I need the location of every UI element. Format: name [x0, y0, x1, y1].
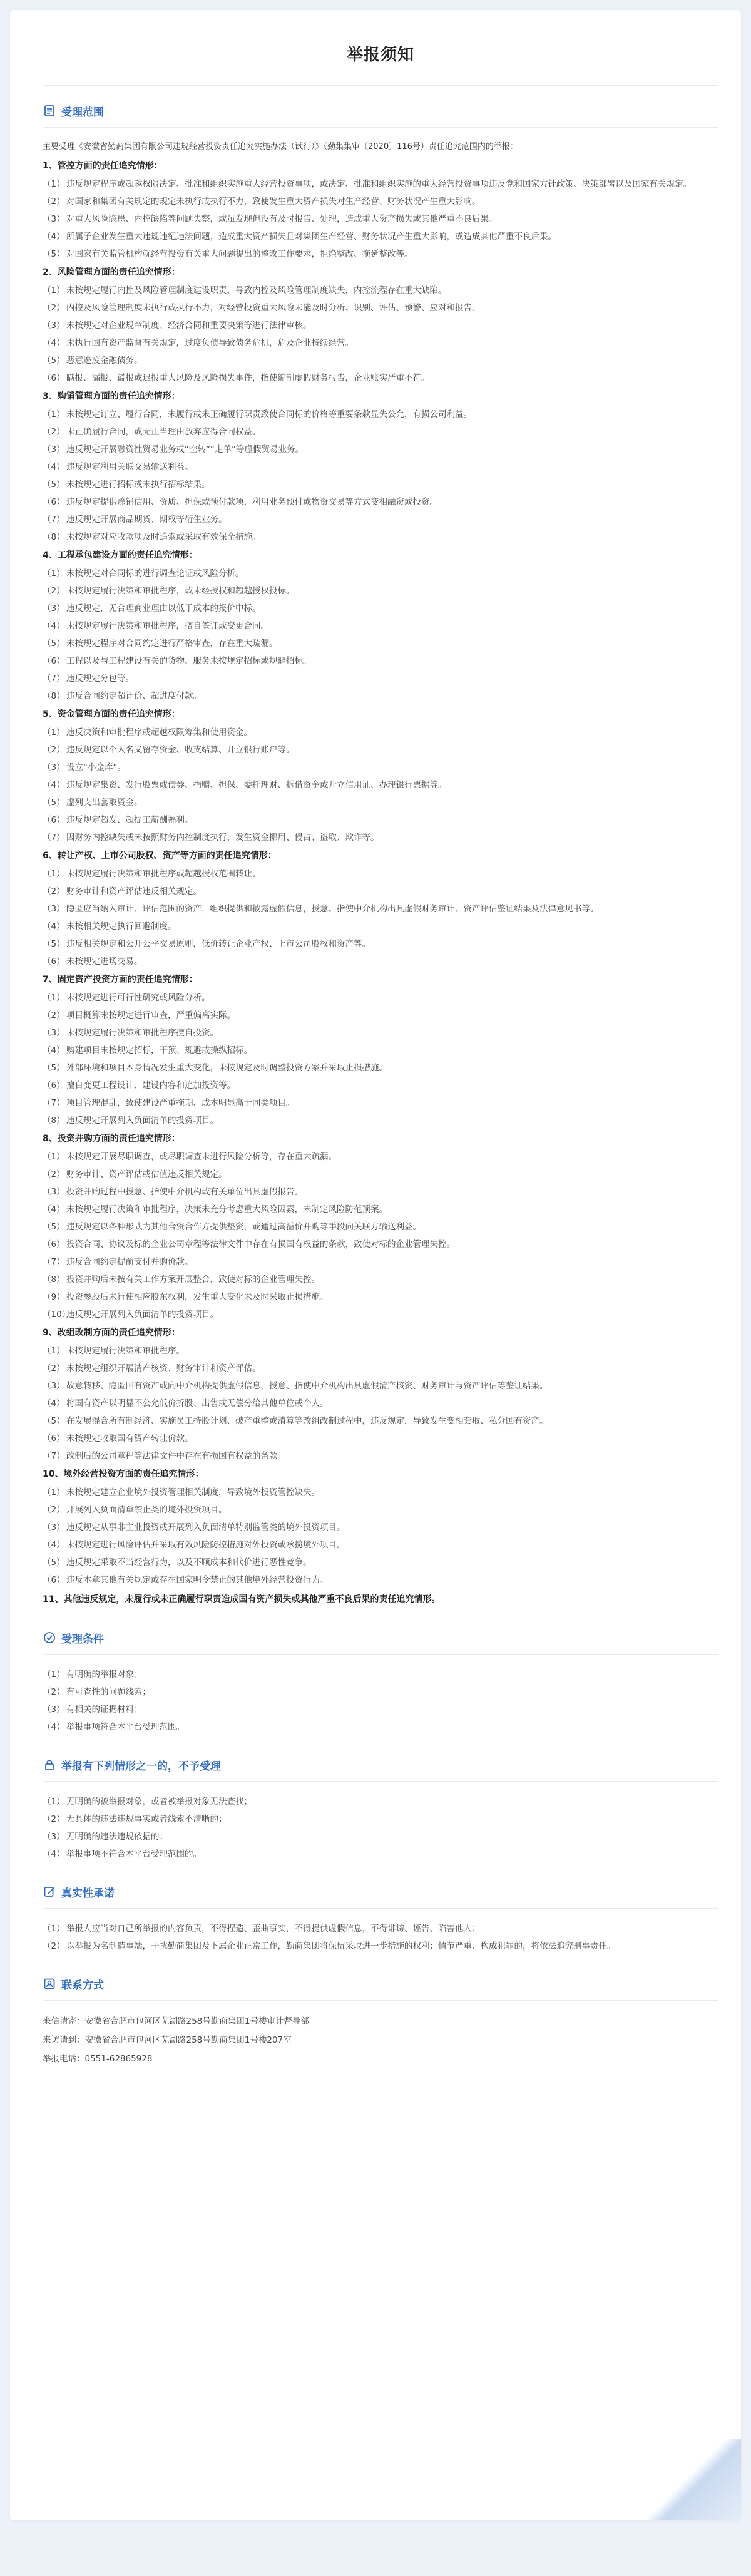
- page-title: 举报须知: [346, 46, 414, 64]
- list-item: [43, 900, 718, 918]
- list-item: [43, 193, 718, 210]
- list-item: [43, 1666, 718, 1683]
- category-title: 7、固定资产投资方面的责任追究情形：: [43, 975, 198, 985]
- list-item-number: （6）: [43, 373, 65, 383]
- list-item: [43, 1059, 718, 1077]
- list-item-number: （2）: [43, 886, 65, 896]
- list-item-text: 违反规定集资、发行股票或债券、捐赠、担保、委托理财、拆借资金或开立信用证、办理银行票据等。: [66, 780, 447, 790]
- list-item: [43, 811, 718, 829]
- list-item-number: （1）: [43, 1924, 65, 1934]
- list-item: [43, 1701, 718, 1718]
- section-scope: [43, 101, 718, 1609]
- list-item-number: （5）: [43, 939, 65, 949]
- list-item-number: （9）: [43, 1292, 65, 1302]
- commitment-list: [43, 1920, 718, 1955]
- list-item-number: （1）: [43, 1670, 65, 1680]
- list-item-number: （8）: [43, 1275, 65, 1285]
- list-item-text: 故意转移、隐匿国有资产或向中介机构提供虚假信息，授意、指使中介机构出具虚假清产核资、财务审计与资产评估等鉴证结果。: [66, 1381, 548, 1391]
- list-item: [43, 1236, 718, 1253]
- list-item-number: （4）: [43, 1204, 65, 1214]
- list-item: [43, 829, 718, 846]
- section-header: [43, 101, 718, 121]
- category-title: 9、改组改制方面的责任追究情形：: [43, 1328, 180, 1338]
- list-item-number: （2）: [43, 197, 65, 207]
- list-item: [43, 652, 718, 670]
- list-item: [43, 1007, 718, 1024]
- list-item: [43, 369, 718, 387]
- list-item-text: 未按规定进行风险评估并采取有效风险防控措施对外投资或承揽境外项目。: [66, 1540, 345, 1550]
- list-item-text: 未按规定对合同标的进行调查论证或风险分析。: [66, 568, 244, 578]
- list-item-text: 举报事项不符合本平台受理范围的。: [66, 1849, 202, 1859]
- list-item-text: 对国家和集团有关规定的规定未执行或执行不力，致使发生重大资产损失对生产经营、财务状况产生重大影响。: [66, 197, 481, 207]
- list-item-text: 未按规定对企业规章制度、经济合同和重要决策等进行法律审核。: [66, 321, 312, 331]
- list-item: [43, 458, 718, 476]
- list-item-text: 违反规定分包等。: [66, 674, 134, 684]
- page-curl-decoration: [647, 2439, 741, 2520]
- list-item-number: （7）: [43, 833, 65, 843]
- list-item-number: （10）: [43, 1310, 71, 1320]
- contact-mail-address: 来信请寄：安徽省合肥市包河区芜湖路258号勤商集团1号楼审计督导部: [43, 2016, 309, 2026]
- list-item-number: （4）: [43, 921, 65, 931]
- list-item: [43, 317, 718, 334]
- list-item-number: （8）: [43, 691, 65, 701]
- section-conditions: [43, 1628, 718, 1736]
- list-item-number: （6）: [43, 656, 65, 666]
- list-item: [43, 1395, 718, 1412]
- list-item-text: 未按规定收取国有资产转让价款。: [66, 1434, 193, 1444]
- category-title: 2、风险管理方面的责任追究情形：: [43, 267, 180, 277]
- list-item-text: 在发展混合所有制经济、实施员工持股计划、破产重整或清算等改组改制过程中，违反规定，导致发生变相套取、私分国有资产。: [66, 1416, 548, 1426]
- list-item-text: 有相关的证据材料；: [66, 1705, 143, 1715]
- list-item-number: （1）: [43, 179, 65, 189]
- list-item: [43, 493, 718, 511]
- list-item-text: 对重大风险隐患、内控缺陷等问题失察，或虽发现但没有及时报告、处理，造成重大资产损失或其他严重不良后果。: [66, 214, 498, 224]
- list-item-text: 财务审计、资产评估或估值违反相关规定。: [66, 1169, 227, 1179]
- contact-visit-address: 来访请到：安徽省合肥市包河区芜湖路258号勤商集团1号楼207室: [43, 2035, 292, 2045]
- list-item-number: （6）: [43, 1434, 65, 1444]
- content-card: [10, 10, 741, 2520]
- list-item: [43, 1377, 718, 1395]
- list-item: [43, 724, 718, 741]
- list-item-number: （5）: [43, 480, 65, 490]
- section-header: [43, 1882, 718, 1902]
- list-item-text: 项目概算未按规定进行审查，严重偏离实际。: [66, 1010, 235, 1020]
- list-item-number: （5）: [43, 356, 65, 366]
- list-item-number: （7）: [43, 674, 65, 684]
- list-item-number: （2）: [43, 1363, 65, 1373]
- list-item: [43, 741, 718, 759]
- list-item-text: 有明确的举报对象；: [66, 1670, 143, 1680]
- lock-icon: [43, 1758, 56, 1772]
- list-item: [43, 282, 718, 299]
- list-item-text: 违反规定开展列入负面清单的投资项目。: [66, 1116, 218, 1126]
- list-item-text: 无明确的被举报对象，或者被举报对象无法查找；: [66, 1797, 252, 1807]
- list-item-number: （5）: [43, 1416, 65, 1426]
- divider: [43, 1781, 718, 1782]
- list-item-number: （2）: [43, 1941, 65, 1951]
- list-item: [43, 423, 718, 441]
- list-item-number: （1）: [43, 1797, 65, 1807]
- list-item-number: （5）: [43, 639, 65, 649]
- list-item-text: 以举报为名制造事端，干扰勤商集团及下属企业正常工作，勤商集团将保留采取进一步措施的权利；情节严重、构成犯罪的，将依法追究刑事责任。: [66, 1941, 616, 1951]
- list-item: [43, 1412, 718, 1430]
- list-item: [43, 1718, 718, 1736]
- list-item: [43, 582, 718, 600]
- list-item-number: （5）: [43, 1222, 65, 1232]
- list-item-text: 违反规定开展商品期货、期权等衍生业务。: [66, 515, 227, 525]
- list-item-text: 无具体的违法违规事实或者线索不清晰的；: [66, 1814, 227, 1824]
- list-item: [43, 528, 718, 546]
- list-item-number: （4）: [43, 232, 65, 242]
- list-item-number: （5）: [43, 249, 65, 259]
- list-item: [43, 228, 718, 245]
- list-item-number: （1）: [43, 1346, 65, 1356]
- section-commitment: [43, 1882, 718, 1955]
- list-item: [43, 1360, 718, 1377]
- list-item: [43, 565, 718, 582]
- list-item-number: （1）: [43, 1152, 65, 1162]
- list-item: [43, 953, 718, 970]
- list-item-number: （2）: [43, 427, 65, 437]
- list-item-text: 外部环境和项目本身情况发生重大变化，未按规定及时调整投资方案并采取止损措施。: [66, 1063, 387, 1073]
- contact-card-icon: [43, 1977, 56, 1991]
- list-item: [43, 1430, 718, 1447]
- list-item-text: 未按规定对应收款项及时追索或采取有效保全措施。: [66, 532, 261, 542]
- list-item: [43, 1845, 718, 1863]
- list-item-number: （6）: [43, 497, 65, 507]
- list-item-number: （6）: [43, 1575, 65, 1585]
- list-item-number: （1）: [43, 869, 65, 879]
- list-item-text: 内控及风险管理制度未执行或执行不力，对经营投资重大风险未能及时分析、识别、评估、预警、应对和报告。: [66, 303, 481, 313]
- list-item: [43, 476, 718, 493]
- list-item: [43, 1484, 718, 1501]
- list-item-number: （2）: [43, 303, 65, 313]
- list-item-text: 投资并购后未按有关工作方案开展整合，致使对标的企业管理失控。: [66, 1275, 320, 1285]
- list-item-number: （4）: [43, 338, 65, 348]
- list-item: [43, 1042, 718, 1059]
- list-item: [43, 1683, 718, 1701]
- list-item-text: 工程以及与工程建设有关的货物、服务未按规定招标或规避招标。: [66, 656, 312, 666]
- list-item: [43, 617, 718, 635]
- list-item-number: （7）: [43, 1257, 65, 1267]
- list-item-text: 未按规定履行决策和审批程序，或未经授权和超越授权投标。: [66, 586, 295, 596]
- list-item: [43, 1288, 718, 1306]
- list-item-text: 未按规定建立企业境外投资管理相关制度，导致境外投资管控缺失。: [66, 1487, 320, 1497]
- list-item-text: 虚列支出套取资金。: [66, 798, 143, 808]
- list-item-number: （2）: [43, 1169, 65, 1179]
- section-contact: [43, 1974, 718, 2068]
- edit-icon: [43, 1885, 56, 1899]
- list-item: [43, 406, 718, 423]
- list-item-number: （2）: [43, 745, 65, 755]
- list-item-number: （5）: [43, 798, 65, 808]
- list-item: [43, 175, 718, 193]
- list-item-text: 因财务内控缺失或未按照财务内控制度执行，发生资金挪用、侵占、盗取、欺诈等。: [66, 833, 379, 843]
- list-item-text: 未正确履行合同，或无正当理由放弃应得合同权益。: [66, 427, 261, 437]
- category-title: 1、管控方面的责任追究情形：: [43, 161, 163, 171]
- scope-intro: 主要受理《安徽省勤商集团有限公司违规经营投资责任追究实施办法（试行）》（勤集集审〔2020〕116号）责任追究范围内的举报：: [43, 142, 518, 151]
- category-title: 5、资金管理方面的责任追究情形：: [43, 709, 180, 719]
- list-item-text: 未按规定进行可行性研究或风险分析。: [66, 993, 210, 1003]
- conditions-list: [43, 1666, 718, 1736]
- list-item: [43, 670, 718, 687]
- list-item: [43, 1571, 718, 1589]
- list-item-text: 违反相关规定和公开公平交易原则，低价转让企业产权、上市公司股权和资产等。: [66, 939, 370, 949]
- list-item-number: （1）: [43, 409, 65, 419]
- list-item-number: （1）: [43, 568, 65, 578]
- list-item-text: 违反规定提供赊销信用、资质、担保或预付款项，利用业务预付或物资交易等方式变相融资或投资。: [66, 497, 438, 507]
- list-item: [43, 1920, 718, 1937]
- list-item-text: 未按规定履行决策和审批程序擅自投资。: [66, 1028, 218, 1038]
- scope-categories: [43, 157, 718, 1589]
- list-item-text: 违反规定以个人名义留存资金、收支结算、开立银行账户等。: [66, 745, 295, 755]
- list-item-number: （8）: [43, 532, 65, 542]
- list-item-text: 设立“小金库”。: [66, 762, 126, 772]
- list-item-number: （6）: [43, 1239, 65, 1250]
- list-item: [43, 1501, 718, 1519]
- list-item-text: 有可查性的问题线索；: [66, 1687, 151, 1697]
- list-item: [43, 1218, 718, 1236]
- list-item-text: 未按规定进行招标或未执行招标结果。: [66, 480, 210, 490]
- list-item-text: 未按规定组织开展清产核资、财务审计和资产评估。: [66, 1363, 261, 1373]
- list-item-text: 违反规定，无合理商业理由以低于成本的报价中标。: [66, 603, 261, 613]
- list-item: [43, 1536, 718, 1554]
- list-item-number: （4）: [43, 780, 65, 790]
- list-item-text: 违反决策和审批程序或超越权限筹集和使用资金。: [66, 727, 252, 737]
- list-item-number: （3）: [43, 904, 65, 914]
- list-item-number: （2）: [43, 1010, 65, 1020]
- divider: [43, 85, 718, 86]
- list-item: [43, 352, 718, 369]
- list-item-text: 违反规定超发、超提工薪酬福利。: [66, 815, 193, 825]
- list-item-number: （3）: [43, 1832, 65, 1842]
- list-item: [43, 1253, 718, 1271]
- list-item-number: （1）: [43, 727, 65, 737]
- list-item-text: 购建项目未按规定招标，干预、规避或操纵招标。: [66, 1045, 252, 1055]
- list-item-text: 违反规定开展列入负面清单的投资项目。: [66, 1310, 218, 1320]
- document-list-icon: [43, 104, 56, 118]
- list-item-text: 违反规定开展融资性贸易业务或“空转”“走单”等虚假贸易业务。: [66, 444, 304, 454]
- section-not-accepted: [43, 1755, 718, 1863]
- list-item-number: （4）: [43, 1722, 65, 1732]
- list-item: [43, 1112, 718, 1129]
- list-item: [43, 883, 718, 900]
- list-item-text: 开展列入负面清单禁止类的境外投资项目。: [66, 1505, 227, 1515]
- list-item-text: 项目管理混乱，致使建设严重拖期、成本明显高于同类项目。: [66, 1098, 295, 1108]
- list-item-text: 违反规定程序或超越权限决定、批准和组织实施重大经营投资事项，或决定、批准和组织实施的重大经营投资事项违反党和国家方针政策、决策部署以及国家有关规定。: [66, 179, 692, 189]
- list-item-text: 瞒报、漏报、谎报或迟报重大风险及风险损失事件，指使编制虚假财务报告，企业账实严重不符。: [66, 373, 430, 383]
- list-item-text: 投资并购过程中授意、指使中介机构或有关单位出具虚假报告。: [66, 1187, 303, 1197]
- list-item-text: 未按规定订立、履行合同，未履行或未正确履行职责致使合同标的价格等重要条款显失公允，有损公司利益。: [66, 409, 472, 419]
- list-item: [43, 600, 718, 617]
- list-item: [43, 1810, 718, 1828]
- list-item: [43, 1554, 718, 1571]
- list-item-number: （3）: [43, 214, 65, 224]
- list-item-text: 投资参股后未行使相应股东权利，发生重大变化未及时采取止损措施。: [66, 1292, 329, 1302]
- divider: [43, 2000, 718, 2001]
- category-title: 10、境外经营投资方面的责任追究情形：: [43, 1469, 204, 1479]
- list-item-number: （3）: [43, 1187, 65, 1197]
- list-item: [43, 1793, 718, 1810]
- list-item-number: （4）: [43, 1540, 65, 1550]
- divider: [43, 1908, 718, 1909]
- section-header: [43, 1628, 718, 1648]
- category-title: 3、购销管理方面的责任追究情形：: [43, 391, 180, 401]
- list-item-number: （3）: [43, 603, 65, 613]
- list-item-number: （4）: [43, 462, 65, 472]
- list-item-number: （1）: [43, 993, 65, 1003]
- list-item-number: （6）: [43, 1080, 65, 1090]
- list-item-text: 违反规定以各种形式为其他合资合作方提供垫资，或通过高溢价并购等手段向关联方输送利益。: [66, 1222, 421, 1232]
- list-item-text: 无明确的违法违规依据的；: [66, 1832, 168, 1842]
- list-item: [43, 776, 718, 794]
- list-item-text: 未按规定开展尽职调查，或尽职调查未进行风险分析等，存在重大疏漏。: [66, 1152, 337, 1162]
- list-item-number: （4）: [43, 621, 65, 631]
- list-item-text: 未按规定履行决策和审批程序，决策未充分考虑重大风险因素，未制定风险防范预案。: [66, 1204, 387, 1214]
- list-item-text: 举报人应当对自己所举报的内容负责，不得捏造、歪曲事实，不得提供虚假信息，不得诽谤、诬告、陷害他人；: [66, 1924, 481, 1934]
- list-item-text: 将国有资产以明显不公允低价折股、出售或无偿分给其他单位或个人。: [66, 1398, 329, 1409]
- list-item: [43, 1148, 718, 1166]
- list-item: [43, 1077, 718, 1094]
- section-title: 受理范围: [61, 106, 104, 119]
- list-item: [43, 865, 718, 883]
- category-title: 4、工程承包建设方面的责任追究情形：: [43, 550, 198, 560]
- notice-body: [43, 10, 718, 2068]
- list-item-number: （5）: [43, 1557, 65, 1568]
- list-item: [43, 299, 718, 317]
- list-item-number: （2）: [43, 586, 65, 596]
- list-item: [43, 794, 718, 811]
- list-item: [43, 918, 718, 935]
- list-item-number: （8）: [43, 1116, 65, 1126]
- list-item-number: （3）: [43, 1705, 65, 1715]
- list-item-number: （5）: [43, 1063, 65, 1073]
- list-item: [43, 1306, 718, 1323]
- list-item: [43, 687, 718, 705]
- list-item-text: 未按规定程序对合同约定进行严格审查，存在重大疏漏。: [66, 639, 278, 649]
- list-item-text: 恶意逃废金融债务。: [66, 356, 143, 366]
- category-title: 8、投资并购方面的责任追究情形：: [43, 1134, 180, 1144]
- list-item-number: （4）: [43, 1398, 65, 1409]
- list-item-text: 举报事项符合本平台受理范围。: [66, 1722, 185, 1732]
- list-item-number: （3）: [43, 1381, 65, 1391]
- list-item: [43, 441, 718, 458]
- list-item-text: 违反合同约定提前支付并购价款。: [66, 1257, 193, 1267]
- list-item-number: （1）: [43, 1487, 65, 1497]
- list-item: [43, 1024, 718, 1042]
- list-item: [43, 210, 718, 228]
- list-item: [43, 1519, 718, 1536]
- list-item-number: （4）: [43, 1045, 65, 1055]
- list-item: [43, 1937, 718, 1955]
- list-item: [43, 759, 718, 776]
- list-item-number: （2）: [43, 1814, 65, 1824]
- list-item: [43, 1447, 718, 1465]
- list-item: [43, 1183, 718, 1201]
- list-item-number: （7）: [43, 1451, 65, 1461]
- list-item-number: （7）: [43, 515, 65, 525]
- divider: [43, 1654, 718, 1655]
- list-item: [43, 635, 718, 652]
- list-item-text: 所属子企业发生重大违规违纪违法问题，造成重大资产损失且对集团生产经营、财务状况产生重大影响，或造成其他严重不良后果。: [66, 232, 556, 242]
- list-item-text: 违反合同约定超计价、超进度付款。: [66, 691, 202, 701]
- list-item-number: （3）: [43, 444, 65, 454]
- list-item-text: 改制后的公司章程等法律文件中存在有损国有权益的条款。: [66, 1451, 286, 1461]
- list-item-number: （7）: [43, 1098, 65, 1108]
- section-title: 受理条件: [61, 1633, 104, 1646]
- list-item-number: （6）: [43, 815, 65, 825]
- list-item: [43, 245, 718, 263]
- list-item-text: 未按规定履行决策和审批程序，擅自签订或变更合同。: [66, 621, 269, 631]
- category-title: 6、转让产权、上市公司股权、资产等方面的责任追究情形：: [43, 851, 277, 861]
- check-circle-icon: [43, 1631, 56, 1645]
- divider: [43, 127, 718, 128]
- list-item: [43, 1201, 718, 1218]
- scope-last-item: 11、其他违反规定，未履行或未正确履行职责造成国有资产损失或其他严重不良后果的责任追究情形。: [43, 1594, 441, 1604]
- section-header: [43, 1755, 718, 1775]
- list-item-text: 擅自变更工程设计、建设内容和追加投资等。: [66, 1080, 235, 1090]
- list-item-number: （3）: [43, 1522, 65, 1532]
- list-item: [43, 511, 718, 528]
- list-item-number: （2）: [43, 1687, 65, 1697]
- list-item: [43, 1342, 718, 1360]
- list-item: [43, 1094, 718, 1112]
- list-item-text: 未按相关规定执行回避制度。: [66, 921, 176, 931]
- list-item-number: （3）: [43, 321, 65, 331]
- list-item-text: 违反规定利用关联交易输送利益。: [66, 462, 193, 472]
- list-item-number: （1）: [43, 285, 65, 295]
- not-accepted-list: [43, 1793, 718, 1863]
- list-item-text: 对国家有关监管机构就经营投资有关重大问题提出的整改工作要求，拒绝整改、拖延整改等。: [66, 249, 413, 259]
- list-item: [43, 1828, 718, 1845]
- list-item-number: （3）: [43, 1028, 65, 1038]
- list-item-text: 未按规定履行内控及风险管理制度建设职责，导致内控及风险管理制度缺失，内控流程存在重大缺陷。: [66, 285, 447, 295]
- list-item-text: 未按规定进场交易。: [66, 957, 143, 967]
- list-item: [43, 334, 718, 352]
- list-item: [43, 935, 718, 953]
- list-item-text: 违反本章其他有关规定或存在国家明令禁止的其他境外经营投资行为。: [66, 1575, 329, 1585]
- list-item: [43, 1271, 718, 1288]
- list-item-text: 违反规定采取不当经营行为，以及不顾成本和代价进行恶性竞争。: [66, 1557, 312, 1568]
- section-title: 真实性承诺: [61, 1887, 115, 1900]
- section-title: 举报有下列情形之一的，不予受理: [61, 1760, 221, 1773]
- list-item: [43, 1166, 718, 1183]
- list-item-text: 隐匿应当纳入审计、评估范围的资产，组织提供和披露虚假信息，授意、指使中介机构出具虚假财务审计、资产评估鉴证结果及法律意见书等。: [66, 904, 599, 914]
- list-item-text: 财务审计和资产评估违反相关规定。: [66, 886, 202, 896]
- list-item-text: 未按规定履行决策和审批程序或超越授权范围转让。: [66, 869, 261, 879]
- list-item: [43, 989, 718, 1007]
- list-item-number: （2）: [43, 1505, 65, 1515]
- list-item-text: 未按规定履行决策和审批程序。: [66, 1346, 185, 1356]
- list-item-text: 违反规定从事非主业投资或开展列入负面清单特别监管类的境外投资项目。: [66, 1522, 345, 1532]
- section-header: [43, 1974, 718, 1994]
- list-item-number: （3）: [43, 762, 65, 772]
- contact-phone[interactable]: 举报电话：0551-62865928: [43, 2054, 153, 2064]
- section-title: 联系方式: [61, 1979, 104, 1992]
- list-item-number: （6）: [43, 957, 65, 967]
- list-item-number: （4）: [43, 1849, 65, 1859]
- list-item-text: 投资合同、协议及标的企业公司章程等法律文件中存在有损国有权益的条款，致使对标的企业管理失控。: [66, 1239, 455, 1250]
- list-item-text: 未执行国有资产监督有关规定，过度负债导致债务危机，危及企业持续经营。: [66, 338, 354, 348]
